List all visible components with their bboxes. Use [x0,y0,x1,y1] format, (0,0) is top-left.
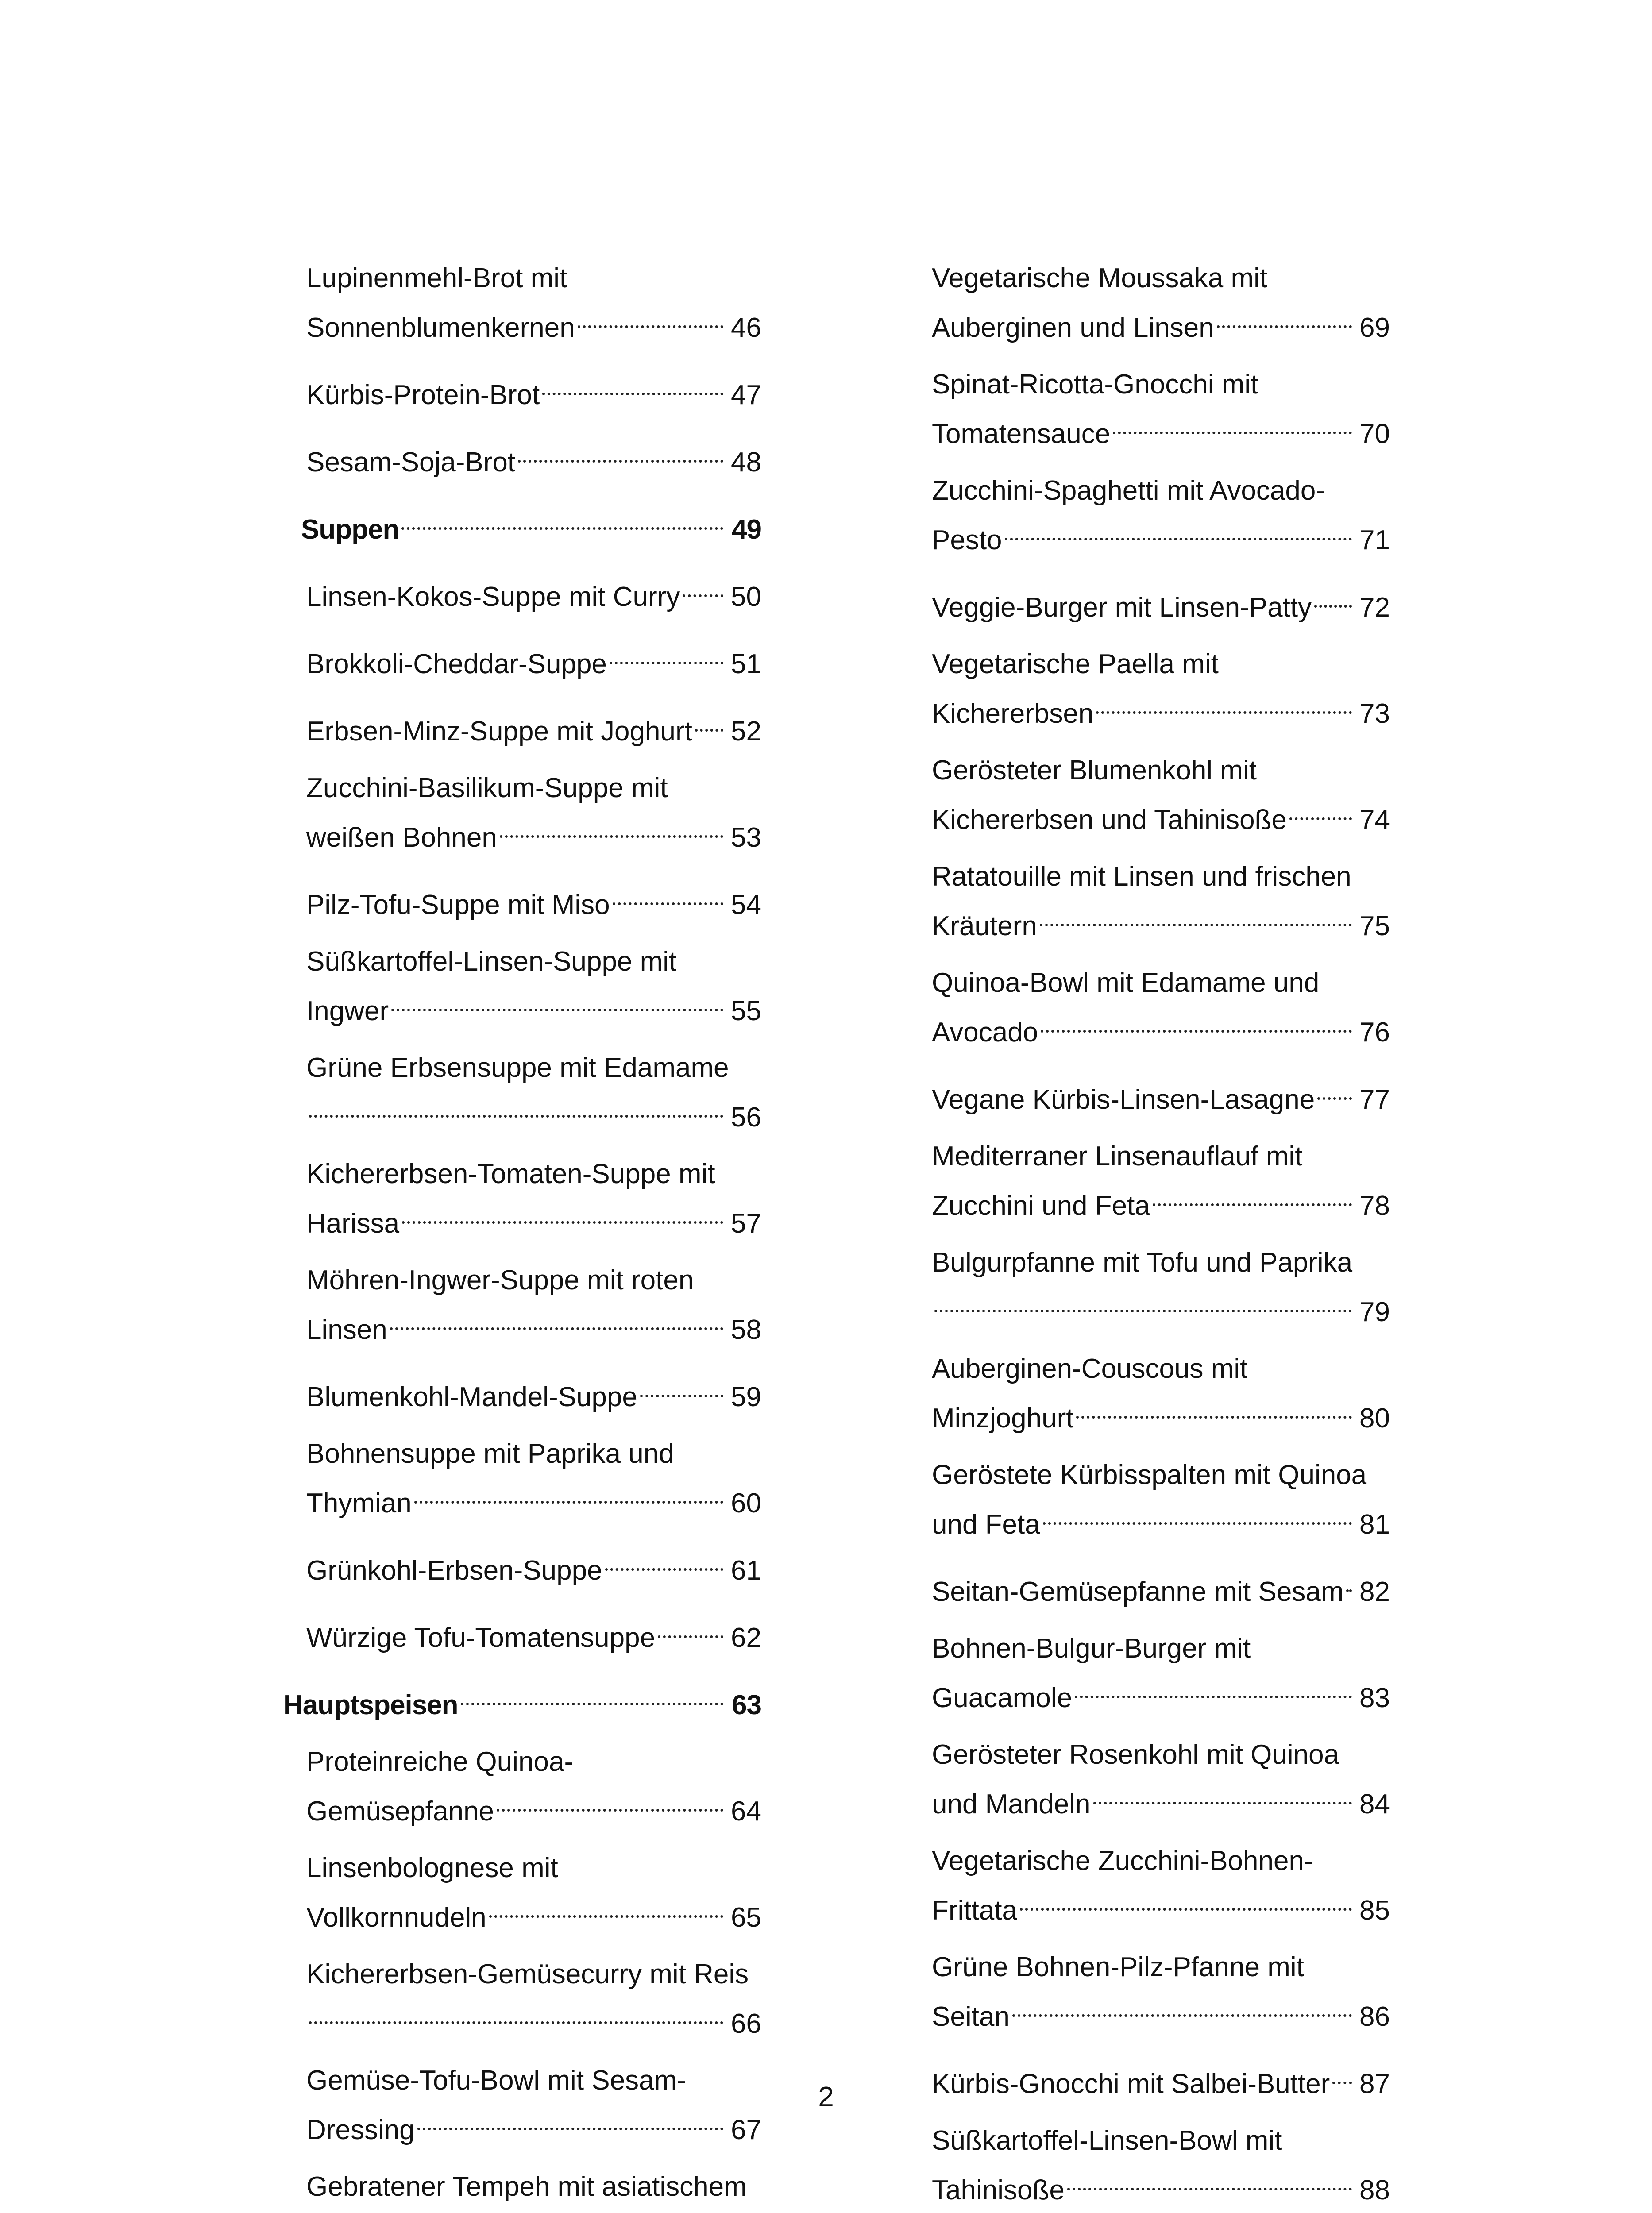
toc-page-number: 52 [731,716,761,747]
toc-entry-line [932,1282,1390,1332]
toc-entry[interactable] [932,1842,1390,1930]
toc-entry-title: Grünkohl-Erbsen-Suppe [306,1555,602,1586]
toc-entry-title-line: Bulgurpfanne mit Tofu und Paprika [932,1247,1353,1278]
toc-entry-title: Seitan-Gemüsepfanne mit Sesam [932,1577,1344,1607]
toc-entry[interactable] [932,1629,1390,1718]
toc-page-number: 54 [731,890,761,920]
dot-leader [390,1300,723,1339]
toc-page-number: 88 [1359,2175,1390,2205]
toc-entry-line [932,578,1390,627]
toc-section-title: Hauptspeisen [283,1690,458,1720]
toc-entry[interactable] [932,645,1390,733]
toc-entry-line [306,1994,761,2043]
dot-leader [640,1367,723,1406]
toc-entry[interactable] [283,1049,761,1137]
toc-entry[interactable] [283,1541,761,1590]
dot-leader [402,1194,723,1233]
toc-entry-title-line: Ratatouille mit Linsen und frischen [932,861,1351,892]
toc-entry-line [932,298,1390,347]
toc-entry-title: Linsen [306,1315,387,1345]
toc-entry[interactable] [932,259,1390,347]
dot-leader [413,2206,723,2213]
toc-entry-line [932,2160,1390,2210]
toc-page-number: 82 [1359,1577,1390,1607]
toc-entry-line [932,404,1390,454]
dot-leader [1005,510,1352,549]
dot-leader [1217,298,1352,337]
toc-entry[interactable] [283,365,761,415]
toc-entry-title: Tomatensauce [932,419,1111,449]
toc-entry-title-line: Zucchini-Spaghetti mit Avocado- [932,475,1325,506]
toc-page-number: 73 [1359,698,1390,729]
toc-entry-line [932,1881,1390,1930]
toc-entry-title-line: Kichererbsen-Gemüsecurry mit Reis [306,1959,749,1989]
toc-entry-title-line: Bohnen-Bulgur-Burger mit [932,1633,1251,1664]
dot-leader [391,981,723,1020]
toc-entry-title-line: Auberginen-Couscous mit [932,1353,1248,1384]
toc-entry-title-line: Bohnensuppe mit Paprika und [306,1438,674,1469]
dot-leader [309,1994,723,2033]
toc-entry-line [306,875,761,925]
toc-column-left [283,259,761,2213]
toc-entry-title: und Mandeln [932,1789,1091,1820]
toc-entry-line [306,298,761,347]
toc-entry-line [306,1367,761,1417]
toc-entry-title: Ingwer [306,996,389,1026]
toc-entry-line [301,500,761,549]
toc-page-number: 81 [1359,1509,1390,1540]
dot-leader [309,1087,723,1126]
toc-entry[interactable] [283,942,761,1031]
toc-page-number: 74 [1359,805,1390,835]
dot-leader [1289,790,1352,829]
toc-entry-line [932,684,1390,733]
toc-entry[interactable] [283,769,761,857]
toc-entry-title: Pilz-Tofu-Suppe mit Miso [306,890,610,920]
toc-entry-line [932,1668,1390,1718]
toc-page-number: 63 [732,1690,761,1720]
dot-leader [1041,1002,1352,1041]
toc-entry-line [306,2206,761,2213]
toc-entry-title: Sonnenblumenkernen [306,312,575,343]
toc-entry[interactable] [932,1562,1390,1612]
toc-entry-line [306,1541,761,1590]
toc-entry-title-line: Gerösteter Rosenkohl mit Quinoa [932,1739,1339,1770]
toc-entry-title: Brokkoli-Cheddar-Suppe [306,649,607,679]
toc-page-number: 76 [1359,1017,1390,1048]
toc-entry-title-line: Gebratener Tempeh mit asiatischem [306,2171,747,2202]
toc-page-number: 50 [731,582,761,612]
toc-entry-title-line: Quinoa-Bowl mit Edamame und [932,968,1320,998]
toc-entry[interactable] [283,1743,761,1831]
toc-page-number: 61 [731,1555,761,1586]
toc-section-title: Suppen [301,514,399,545]
toc-entry-line [306,1473,761,1523]
dot-leader [1043,1495,1352,1534]
dot-leader [414,1473,723,1512]
toc-entry-line [932,1176,1390,1226]
toc-page-number: 47 [731,380,761,410]
toc-page-number: 62 [731,1623,761,1653]
toc-entry[interactable] [283,1367,761,1417]
dot-leader [1153,1176,1352,1215]
dot-leader [489,1888,723,1927]
toc-entry-line [306,432,761,482]
dot-leader [934,1282,1352,1321]
toc-entry-title-line: Proteinreiche Quinoa- [306,1746,574,1777]
toc-entry-title: weißen Bohnen [306,822,497,853]
toc-entry-title: Harissa [306,1208,400,1239]
toc-entry-title: Würzige Tofu-Tomatensuppe [306,1623,656,1653]
dot-leader [542,365,723,404]
toc-entry[interactable] [283,1849,761,1937]
toc-entry-title: und Feta [932,1509,1040,1540]
toc-entry-title: Kräutern [932,911,1037,941]
toc-entry-title-line: Mediterraner Linsenauflauf mit [932,1141,1303,1172]
dot-leader [1093,1774,1352,1813]
toc-entry[interactable] [932,365,1390,454]
toc-entry-title: Auberginen und Linsen [932,312,1214,343]
toc-page-number: 85 [1359,1895,1390,1926]
toc-entry[interactable] [283,500,761,549]
toc-entry-title: Zucchini und Feta [932,1191,1150,1221]
toc-entry-title-line: Gerösteter Blumenkohl mit [932,755,1257,786]
toc-entry[interactable] [283,875,761,925]
toc-entry[interactable] [932,1456,1390,1544]
toc-page-number: 83 [1359,1683,1390,1713]
toc-page-number: 80 [1359,1403,1390,1434]
toc-entry-line [306,365,761,415]
toc-entry-title: Kürbis-Protein-Brot [306,380,540,410]
toc-entry-line [932,1562,1390,1612]
dot-leader [1020,1881,1352,1920]
toc-entry-title: Frittata [932,1895,1017,1926]
toc-page-number: 86 [1359,2001,1390,2032]
dot-leader [500,808,723,847]
toc-entry-title-line: Vegetarische Paella mit [932,649,1219,679]
toc-page-number: 69 [1359,312,1390,343]
toc-entry-title: Kichererbsen und Tahinisoße [932,805,1287,835]
toc-page-number: 64 [731,1796,761,1827]
dot-leader [1346,1562,1352,1601]
toc-entry[interactable] [932,1948,1390,2036]
toc-entry[interactable] [283,1261,761,1349]
toc-entry[interactable] [283,2167,761,2213]
dot-leader [461,1675,723,1714]
toc-entry-title-line: Spinat-Ricotta-Gnocchi mit [932,369,1258,400]
toc-entry-line [306,981,761,1031]
toc-entry-line [306,1194,761,1243]
toc-entry[interactable] [283,1955,761,2043]
toc-entry[interactable] [283,1155,761,1243]
toc-entry-line [306,567,761,617]
toc-page-number: 79 [1359,1297,1390,1327]
toc-entry-title-line: Grüne Erbsensuppe mit Edamame [306,1053,729,1083]
toc-entry-title: Vegane Kürbis-Linsen-Lasagne [932,1084,1315,1115]
toc-entry[interactable] [283,567,761,617]
toc-entry-line [306,1888,761,1937]
toc-entry-title: Guacamole [932,1683,1073,1713]
toc-entry[interactable] [932,1070,1390,1119]
page-number: 2 [818,2081,834,2113]
toc-page-number: 87 [1359,2069,1390,2099]
dot-leader [1314,578,1352,617]
toc-page-number: 51 [731,649,761,679]
toc-entry-line [932,510,1390,560]
toc-page-number: 65 [731,1902,761,1933]
toc-entry[interactable] [932,2121,1390,2210]
toc-entry-line [306,702,761,751]
toc-entry[interactable] [932,751,1390,840]
toc-entry[interactable] [932,1735,1390,1824]
toc-entry[interactable] [283,1675,761,1725]
toc-entry-title: Thymian [306,1488,412,1519]
toc-page-number: 48 [731,447,761,478]
toc-entry-title-line: Vegetarische Moussaka mit [932,263,1268,293]
dot-leader [1113,404,1352,443]
toc-entry[interactable] [932,1349,1390,1438]
dot-leader [605,1541,723,1580]
dot-leader [518,432,723,471]
toc-entry[interactable] [283,1434,761,1523]
toc-entry-line [932,1388,1390,1438]
toc-page-number: 78 [1359,1191,1390,1221]
toc-page-number: 49 [732,514,761,545]
toc-page-number: 55 [731,996,761,1026]
dot-leader [1076,1388,1352,1427]
toc-entry-title: Pesto [932,525,1002,555]
toc-page-number: 53 [731,822,761,853]
toc-entry-title: Kichererbsen [932,698,1094,729]
dot-leader [683,567,723,606]
toc-entry-title: Avocado [932,1017,1038,1048]
toc-entry-title-line: Geröstete Kürbisspalten mit Quinoa [932,1460,1367,1490]
dot-leader [401,500,723,539]
toc-page-number: 60 [731,1488,761,1519]
toc-entry[interactable] [283,1608,761,1658]
toc-entry-title: Linsen-Kokos-Suppe mit Curry [306,582,680,612]
toc-page-number: 56 [731,1102,761,1133]
toc-entry-line [306,1781,761,1831]
toc-page-number: 57 [731,1208,761,1239]
toc-page-number: 84 [1359,1789,1390,1820]
dot-leader [1075,1668,1352,1707]
dot-leader [1317,1070,1352,1109]
toc-entry[interactable] [283,259,761,347]
toc-entry[interactable] [932,857,1390,946]
toc-entry[interactable] [283,702,761,751]
toc-page-number: 46 [731,312,761,343]
toc-entry-title-line: Süßkartoffel-Linsen-Suppe mit [306,946,677,977]
toc-entry-title-line: Möhren-Ingwer-Suppe mit roten [306,1265,694,1295]
toc-entry-line [306,808,761,857]
dot-leader [658,1608,723,1647]
dot-leader [695,702,723,740]
toc-entry-title-line: Süßkartoffel-Linsen-Bowl mit [932,2125,1282,2156]
toc-entry-line [283,1675,761,1725]
toc-entry[interactable] [932,471,1390,560]
dot-leader [1067,2160,1352,2199]
toc-entry-title: Veggie-Burger mit Linsen-Patty [932,592,1312,623]
dot-leader [497,1781,723,1820]
toc-page-number: 71 [1359,525,1390,555]
toc-entry-line [306,634,761,684]
toc-page-number: 58 [731,1315,761,1345]
dot-leader [1012,1987,1352,2026]
toc-entry-line [932,896,1390,946]
toc-entry-title: Blumenkohl-Mandel-Suppe [306,1382,637,1412]
toc-entry-line [306,1300,761,1349]
toc-entry-line [306,1608,761,1658]
toc-entry-title: Minzjoghurt [932,1403,1074,1434]
toc-page-number: 67 [731,2115,761,2145]
toc-entry-line [306,1087,761,1137]
toc-entry[interactable] [283,634,761,684]
toc-entry-title-line: Kichererbsen-Tomaten-Suppe mit [306,1159,715,1189]
toc-page-number: 72 [1359,592,1390,623]
toc-entry[interactable] [283,432,761,482]
toc-entry[interactable] [932,1137,1390,1226]
toc-entry-line [932,1987,1390,2036]
dot-leader [1040,896,1352,935]
toc-entry[interactable] [932,578,1390,627]
dot-leader [613,875,723,914]
toc-entry-title-line: Vegetarische Zucchini-Bohnen- [932,1846,1313,1876]
toc-page-number: 59 [731,1382,761,1412]
toc-entry-title: Erbsen-Minz-Suppe mit Joghurt [306,716,692,747]
toc-entry-line [932,1774,1390,1824]
toc-entry-line [932,1495,1390,1544]
toc-entry-title-line: Lupinenmehl-Brot mit [306,263,567,293]
toc-entry-title: Sesam-Soja-Brot [306,447,516,478]
toc-entry-title: Gemüsepfanne [306,1796,494,1827]
toc-page-number: 75 [1359,911,1390,941]
toc-entry-title: Tahinisoße [932,2175,1065,2205]
toc-entry-title: Seitan [932,2001,1010,2032]
toc-entry-title-line: Zucchini-Basilikum-Suppe mit [306,773,668,803]
toc-entry-line [932,790,1390,840]
toc-page-number: 77 [1359,1084,1390,1115]
toc-entry-title-line: Linsenbolognese mit [306,1853,558,1883]
dot-leader [610,634,723,673]
dot-leader [578,298,723,337]
toc-entry-title: Dressing [306,2115,415,2145]
toc-entry-line [932,1002,1390,1052]
toc-entry-title-line: Grüne Bohnen-Pilz-Pfanne mit [932,1952,1304,1982]
toc-entry-line [932,1070,1390,1119]
toc-entry[interactable] [932,1243,1390,1332]
toc-page-number: 70 [1359,419,1390,449]
toc-column-right [932,259,1390,2213]
toc-entry-title: Kürbis-Gnocchi mit Salbei-Butter [932,2069,1330,2099]
toc-entry-title-line: Gemüse-Tofu-Bowl mit Sesam- [306,2065,686,2096]
toc-entry-title: Vollkornnudeln [306,1902,486,1933]
toc-page-number: 66 [731,2009,761,2039]
dot-leader [1096,684,1352,723]
toc-entry[interactable] [932,964,1390,1052]
